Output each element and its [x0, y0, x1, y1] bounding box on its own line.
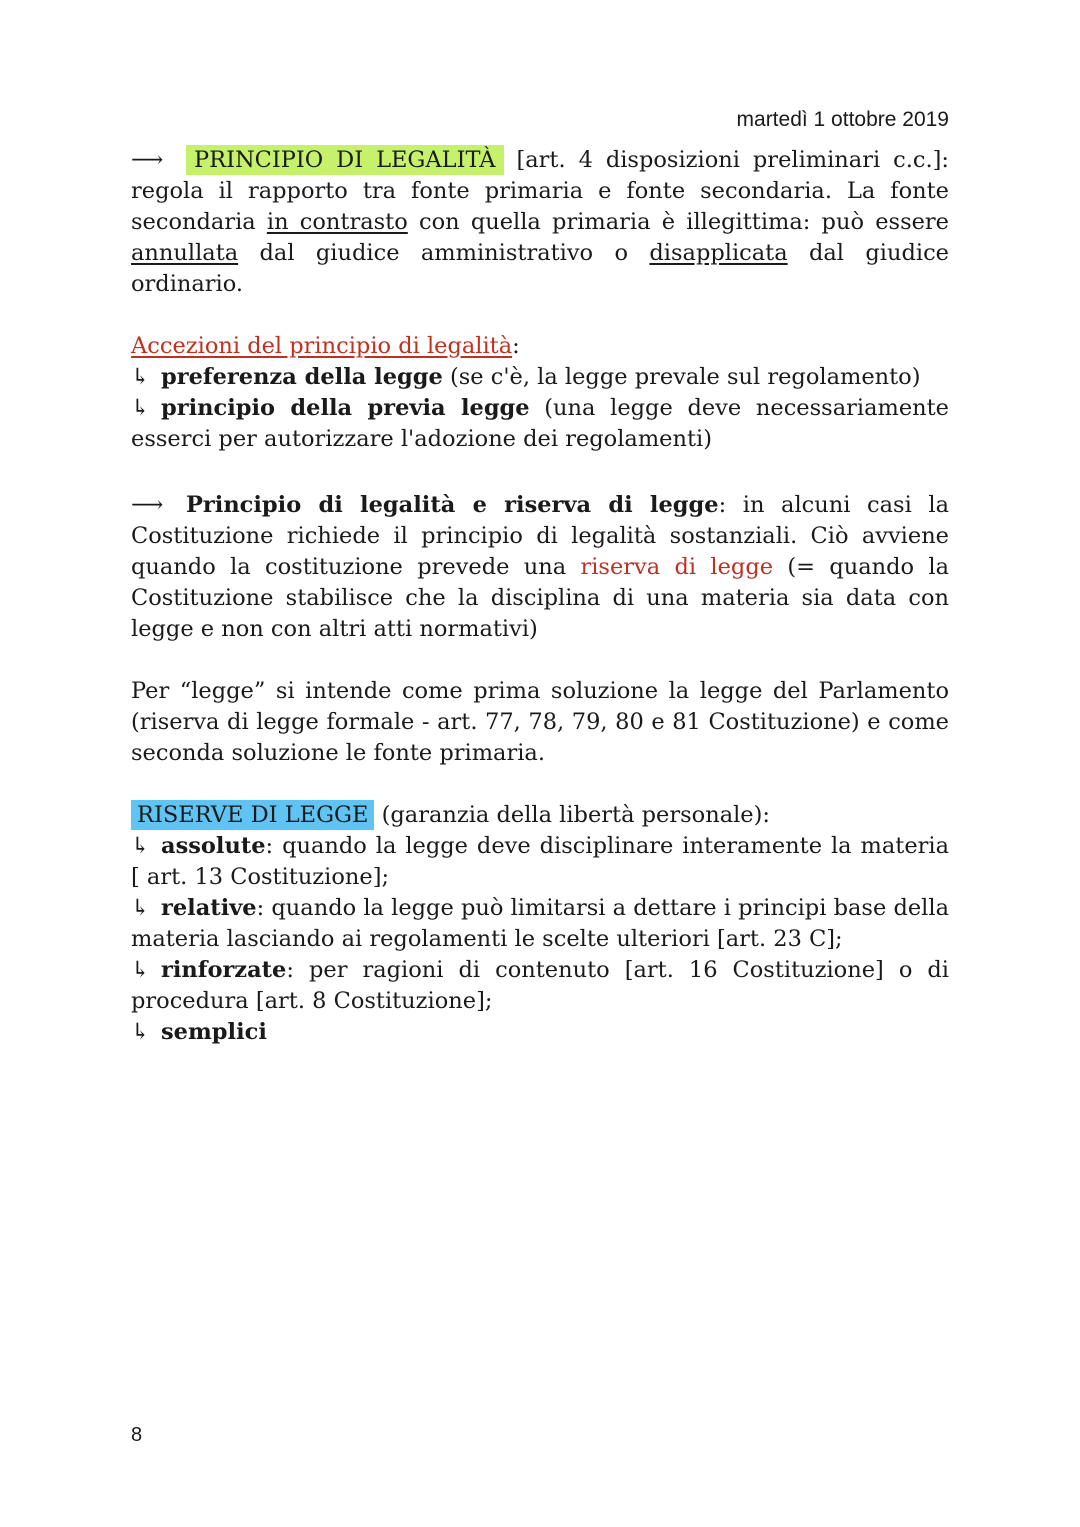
item-text: (una legge deve necessariamente esserci per autorizzare l'adozione dei regolamenti) — [131, 395, 949, 452]
accezioni-item-1 — [131, 362, 949, 393]
item-text: (se c'è, la legge prevale sul regolamento) — [442, 364, 921, 390]
riserve-item — [131, 1017, 949, 1048]
riserve-list — [131, 831, 949, 1048]
accezioni-colon: : — [512, 333, 520, 359]
legality-ref: [art. 4 disposizioni preliminari c.c.]: — [503, 147, 949, 173]
bullet-arrow-icon: ↳ — [131, 833, 150, 859]
item-bold: rinforzate — [161, 957, 287, 983]
legge-paragraph: Per “legge” si intende come prima soluzione la legge del Parlamento (riserva di legge formale - art. 77, 78, 79, 80 e 81 Costituzione) e come seconda soluzione le fonte primaria. — [131, 678, 949, 766]
legality-highlight: PRINCIPIO DI LEGALITÀ — [186, 145, 504, 175]
arrow-icon: ⟶ — [131, 492, 164, 518]
bullet-arrow-icon: ↳ — [131, 364, 150, 390]
bullet-arrow-icon: ↳ — [131, 895, 150, 921]
legality-text-1: regola il rapporto tra fonte primaria e fonte secondaria. La fonte secondaria — [131, 178, 949, 235]
underline-disapplicata: disapplicata — [649, 240, 788, 266]
riserve-item — [131, 955, 949, 1017]
item-bold: preferenza della legge — [161, 364, 443, 390]
page-number: 8 — [131, 1424, 143, 1446]
riserve-item — [131, 893, 949, 955]
riserva-bold: Principio di legalità e riserva di legge — [186, 492, 719, 518]
arrow-icon: ⟶ — [131, 147, 164, 173]
bullet-arrow-icon: ↳ — [131, 957, 150, 983]
legality-text-3: dal giudice amministrativo o — [238, 240, 650, 266]
riserve-after: (garanzia della libertà personale): — [374, 802, 770, 828]
item-text: : quando la legge può limitarsi a dettare i principi base della materia lasciando ai regolamenti le scelte ulteriori [art. 23 C]; — [131, 895, 949, 952]
accezioni-heading-line — [131, 331, 949, 362]
item-bold: relative — [161, 895, 257, 921]
item-text: : quando la legge deve disciplinare interamente la materia [ art. 13 Costituzione]; — [131, 833, 949, 890]
item-text: : per ragioni di contenuto [art. 16 Costituzione] o di procedura [art. 8 Costituzione]; — [131, 957, 949, 1014]
item-bold: principio della previa legge — [161, 395, 530, 421]
riserva-text-1: : in alcuni casi la Costituzione richiede il principio di legalità sostanziali. Ciò avviene quando la costituzione prevede una — [131, 492, 949, 580]
accezioni-item-2 — [131, 393, 949, 455]
bullet-arrow-icon: ↳ — [131, 1019, 150, 1045]
riserve-item — [131, 831, 949, 893]
riserva-paragraph — [131, 490, 949, 645]
page-content — [131, 145, 949, 1048]
page-date: martedì 1 ottobre 2019 — [736, 108, 949, 131]
underline-in-contrasto: in contrasto — [266, 209, 408, 235]
legality-paragraph — [131, 145, 949, 300]
riserve-heading-line — [131, 800, 949, 831]
accezioni-heading: Accezioni del principio di legalità — [131, 333, 513, 359]
legality-text-4: dal giudice ordinario. — [131, 240, 949, 297]
riserve-highlight: RISERVE DI LEGGE — [131, 800, 374, 830]
riserva-text-2: (= quando la Costituzione stabilisce che la disciplina di una materia sia data con legge e non con altri atti normativi) — [131, 554, 950, 642]
riserva-red: riserva di legge — [580, 554, 774, 580]
item-bold: semplici — [161, 1019, 267, 1045]
legality-text-2: con quella primaria è illegittima: può essere — [407, 209, 949, 235]
item-bold: assolute — [161, 833, 266, 859]
bullet-arrow-icon: ↳ — [131, 395, 150, 421]
underline-annullata: annullata — [131, 240, 239, 266]
